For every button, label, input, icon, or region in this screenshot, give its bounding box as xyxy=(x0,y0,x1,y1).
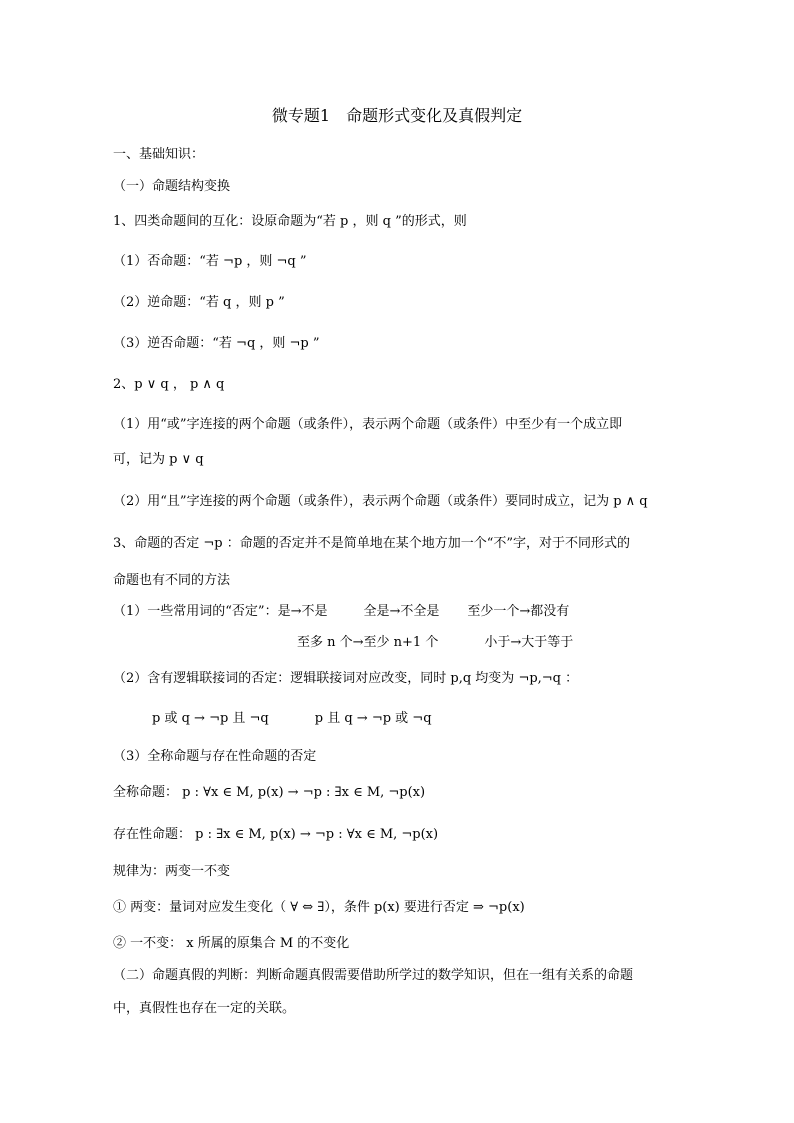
paragraph-rule: 规律为：两变一不变 xyxy=(113,864,231,879)
formula-line-connectives xyxy=(152,710,432,728)
formula-and-negation: p 且 q → ¬p 或 ¬q xyxy=(314,711,432,726)
paragraph-or-and: 2、p ∨ q ， p ∧ q xyxy=(113,377,225,392)
paragraph-universal: 全称命题： p : ∀x ∈ M, p(x) → ¬p : ∃x ∈ M, ¬p(x) xyxy=(113,785,426,800)
paragraph-inverse: （1）否命题：“若 ¬p ，则 ¬q ” xyxy=(113,254,307,269)
paragraph-common-words xyxy=(113,603,569,621)
negation-item-5: 小于→大于等于 xyxy=(484,635,574,650)
negation-item-4: 至多 n 个→至少 n+1 个 xyxy=(297,635,439,650)
paragraph-or-line2: 可，记为 p ∨ q xyxy=(113,452,204,467)
negation-item-1: 是→不是 xyxy=(277,604,328,619)
paragraph-contrapositive: （3）逆否命题：“若 ¬q ，则 ¬p ” xyxy=(113,336,320,351)
page-title: 微专题1 命题形式变化及真假判定 xyxy=(271,106,523,125)
paragraph-common-words-cont xyxy=(297,634,573,652)
paragraph-negation-line1: 3、命题的否定 ¬p ：命题的否定并不是简单地在某个地方加一个“不”字，对于不同形式的 xyxy=(113,536,631,551)
formula-or-negation: p 或 q → ¬p 且 ¬q xyxy=(152,711,269,726)
paragraph-rule-two-changes: ① 两变：量词对应发生变化（ ∀ ⇔ ∃），条件 p(x) 要进行否定 ⇒ ¬p(x) xyxy=(113,900,525,915)
paragraph-converse: （2）逆命题：“若 q ，则 p ” xyxy=(113,295,285,310)
paragraph-truth-judgement-line2: 中，真假性也存在一定的关联。 xyxy=(113,1001,296,1016)
paragraph-negation-line2: 命题也有不同的方法 xyxy=(113,573,231,588)
negation-item-2: 全是→不全是 xyxy=(363,604,440,619)
paragraph-quantifiers: （3）全称命题与存在性命题的否定 xyxy=(113,749,317,764)
negation-item-3: 至少一个→都没有 xyxy=(467,604,570,619)
paragraph-truth-judgement-line1: （二）命题真假的判断：判断命题真假需要借助所学过的数学知识，但在一组有关系的命题 xyxy=(113,968,634,983)
paragraph-four-propositions: 1、四类命题间的互化：设原命题为“若 p ，则 q ”的形式，则 xyxy=(113,214,467,229)
section-heading-basics: 一、基础知识： xyxy=(113,147,205,162)
paragraph-logic-connectives: （2）含有逻辑联接词的否定：逻辑联接词对应改变，同时 p,q 均变为 ¬p,¬q ： xyxy=(113,671,579,686)
common-words-label: （1）一些常用词的“否定”： xyxy=(113,604,278,619)
paragraph-or-line1: （1）用“或”字连接的两个命题（或条件），表示两个命题（或条件）中至少有一个成立即 xyxy=(113,417,623,432)
paragraph-existential: 存在性命题： p : ∃x ∈ M, p(x) → ¬p : ∀x ∈ M, ¬p(x) xyxy=(113,827,439,842)
subsection-heading-structure: （一）命题结构变换 xyxy=(113,179,231,194)
paragraph-and: （2）用“且”字连接的两个命题（或条件），表示两个命题（或条件）要同时成立，记为 p ∧ q xyxy=(113,494,648,509)
paragraph-rule-one-unchanged: ② 一不变： x 所属的原集合 M 的不变化 xyxy=(113,936,350,951)
